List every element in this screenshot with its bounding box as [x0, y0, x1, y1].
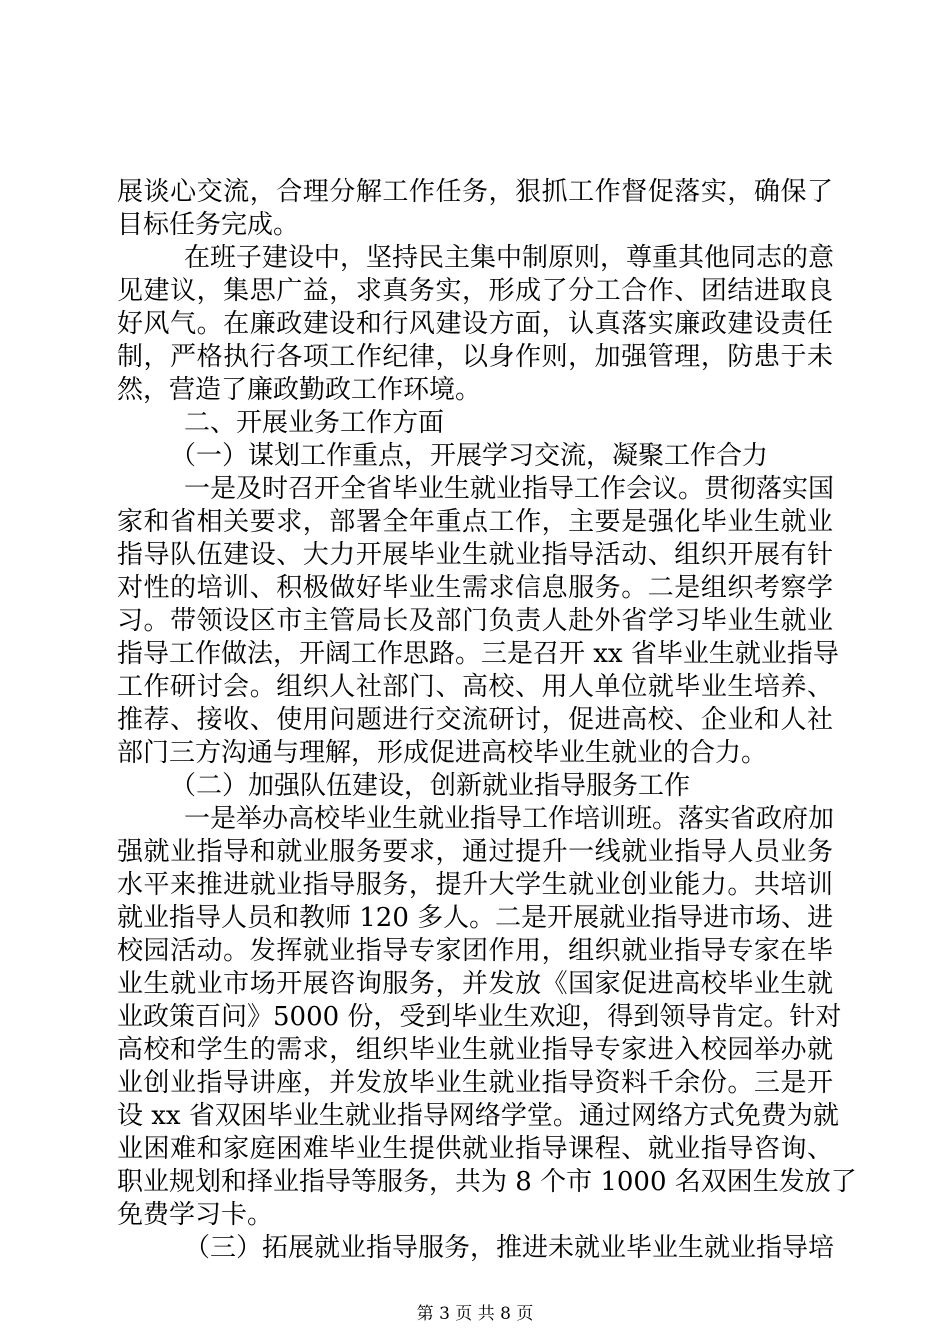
- body-text-line: 设 xx 省双困毕业生就业指导网络学堂。通过网络方式免费为就: [117, 1101, 839, 1131]
- body-text-line: 推荐、接收、使用问题进行交流研讨，促进高校、企业和人社: [117, 705, 833, 735]
- section-heading: 二、开展业务工作方面: [184, 408, 445, 438]
- body-text-line: 见建议，集思广益，求真务实，形成了分工合作、团结进取良: [117, 276, 833, 306]
- paragraph-first-line: 在班子建设中，坚持民主集中制原则，尊重其他同志的意: [184, 243, 835, 273]
- body-text-line: 就业指导人员和教师 120 多人。二是开展就业指导进市场、进: [117, 903, 834, 933]
- body-text-line: 高校和学生的需求，组织毕业生就业指导专家进入校园举办就: [117, 1035, 833, 1065]
- body-text-line: 校园活动。发挥就业指导专家团作用，组织就业指导专家在毕: [117, 936, 833, 966]
- body-text-line: 业政策百问》5000 份，受到毕业生欢迎，得到领导肯定。针对: [117, 1002, 842, 1032]
- body-text-line: 部门三方沟通与理解，形成促进高校毕业生就业的合力。: [117, 738, 768, 768]
- body-text-line: 水平来推进就业指导服务，提升大学生就业创业能力。共培训: [117, 870, 833, 900]
- body-text-line: 展谈心交流，合理分解工作任务，狠抓工作督促落实，确保了: [117, 177, 833, 207]
- body-text-line: 目标任务完成。: [117, 210, 300, 240]
- subsection-heading: （一）谋划工作重点，开展学习交流，凝聚工作合力: [170, 441, 769, 471]
- paragraph-first-line: 一是及时召开全省毕业生就业指导工作会议。贯彻落实国: [184, 474, 835, 504]
- body-text-line: 业困难和家庭困难毕业生提供就业指导课程、就业指导咨询、: [117, 1134, 833, 1164]
- body-text-line: 习。带领设区市主管局长及部门负责人赴外省学习毕业生就业: [117, 606, 833, 636]
- body-text-line: 业创业指导讲座，并发放毕业生就业指导资料千余份。三是开: [117, 1068, 833, 1098]
- body-text-line: 好风气。在廉政建设和行风建设方面，认真落实廉政建设责任: [117, 309, 833, 339]
- body-text-line: 工作研讨会。组织人社部门、高校、用人单位就毕业生培养、: [117, 672, 833, 702]
- body-text-line: 免费学习卡。: [117, 1200, 274, 1230]
- body-text-line: 业生就业市场开展咨询服务，并发放《国家促进高校毕业生就: [117, 969, 833, 999]
- paragraph-first-line: 一是举办高校毕业生就业指导工作培训班。落实省政府加: [184, 804, 835, 834]
- body-text-line: 然，营造了廉政勤政工作环境。: [117, 375, 482, 405]
- body-text-line: 指导工作做法，开阔工作思路。三是召开 xx 省毕业生就业指导: [117, 639, 839, 669]
- body-text-line: 强就业指导和就业服务要求，通过提升一线就业指导人员业务: [117, 837, 833, 867]
- body-text-line: 职业规划和择业指导等服务，共为 8 个市 1000 名双困生发放了: [117, 1167, 857, 1197]
- page-footer: 第 3 页 共 8 页: [416, 1304, 534, 1324]
- subsection-heading: （二）加强队伍建设，创新就业指导服务工作: [170, 771, 691, 801]
- subsection-heading: （三）拓展就业指导服务，推进未就业毕业生就业指导培: [184, 1233, 835, 1263]
- body-text-line: 指导队伍建设、大力开展毕业生就业指导活动、组织开展有针: [117, 540, 833, 570]
- body-text-line: 对性的培训、积极做好毕业生需求信息服务。二是组织考察学: [117, 573, 833, 603]
- body-text-line: 制，严格执行各项工作纪律，以身作则，加强管理，防患于未: [117, 342, 833, 372]
- body-text-line: 家和省相关要求，部署全年重点工作，主要是强化毕业生就业: [117, 507, 833, 537]
